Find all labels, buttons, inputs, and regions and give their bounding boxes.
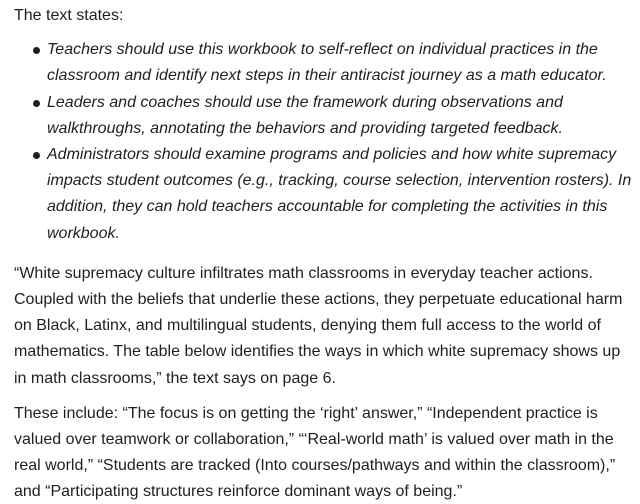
examples-paragraph: These include: “The focus is on getting the ‘right’ answer,” “Independent practice is valued over teamwork or collaboration,” “‘Real-world math’ is valued over math in the real world,” “Students are tracked (Into courses/pathways and within the classroom),” and “Participating structures reinforce dominant ways of being.”: [14, 404, 616, 501]
bullet-text: Leaders and coaches should use the framework during observations and walkthroughs, annotating the behaviors and providing targeted feedback.: [47, 93, 563, 137]
bullet-dot-icon: [33, 152, 40, 159]
bullet-item-leaders: [47, 90, 640, 142]
bullet-item-administrators: [47, 142, 640, 247]
bullet-text: Teachers should use this workbook to self-reflect on individual practices in the classroom and identify next steps in their antiracist journey as a math educator.: [47, 41, 607, 85]
bullet-text: Administrators should examine programs and policies and how white supremacy impacts student outcomes (e.g., tracking, course selection, intervention rosters). In addition, they can hold teachers accountable for completing the activities in this workbook.: [47, 146, 632, 242]
bullet-dot-icon: [33, 47, 40, 54]
bullet-dot-icon: [33, 100, 40, 107]
quote-paragraph: “White supremacy culture infiltrates math classrooms in everyday teacher actions. Coupled with the beliefs that underlie these actions, they perpetuate educational harm on Black, Latinx, and multilingual students, denying them full access to the world of mathematics. The table below identifies the ways in which white supremacy shows up in math classrooms,” the text says on page 6.: [14, 264, 623, 387]
bullet-item-teachers: [47, 37, 640, 89]
bullet-list: [14, 37, 640, 247]
intro-text: The text states:: [14, 7, 124, 24]
